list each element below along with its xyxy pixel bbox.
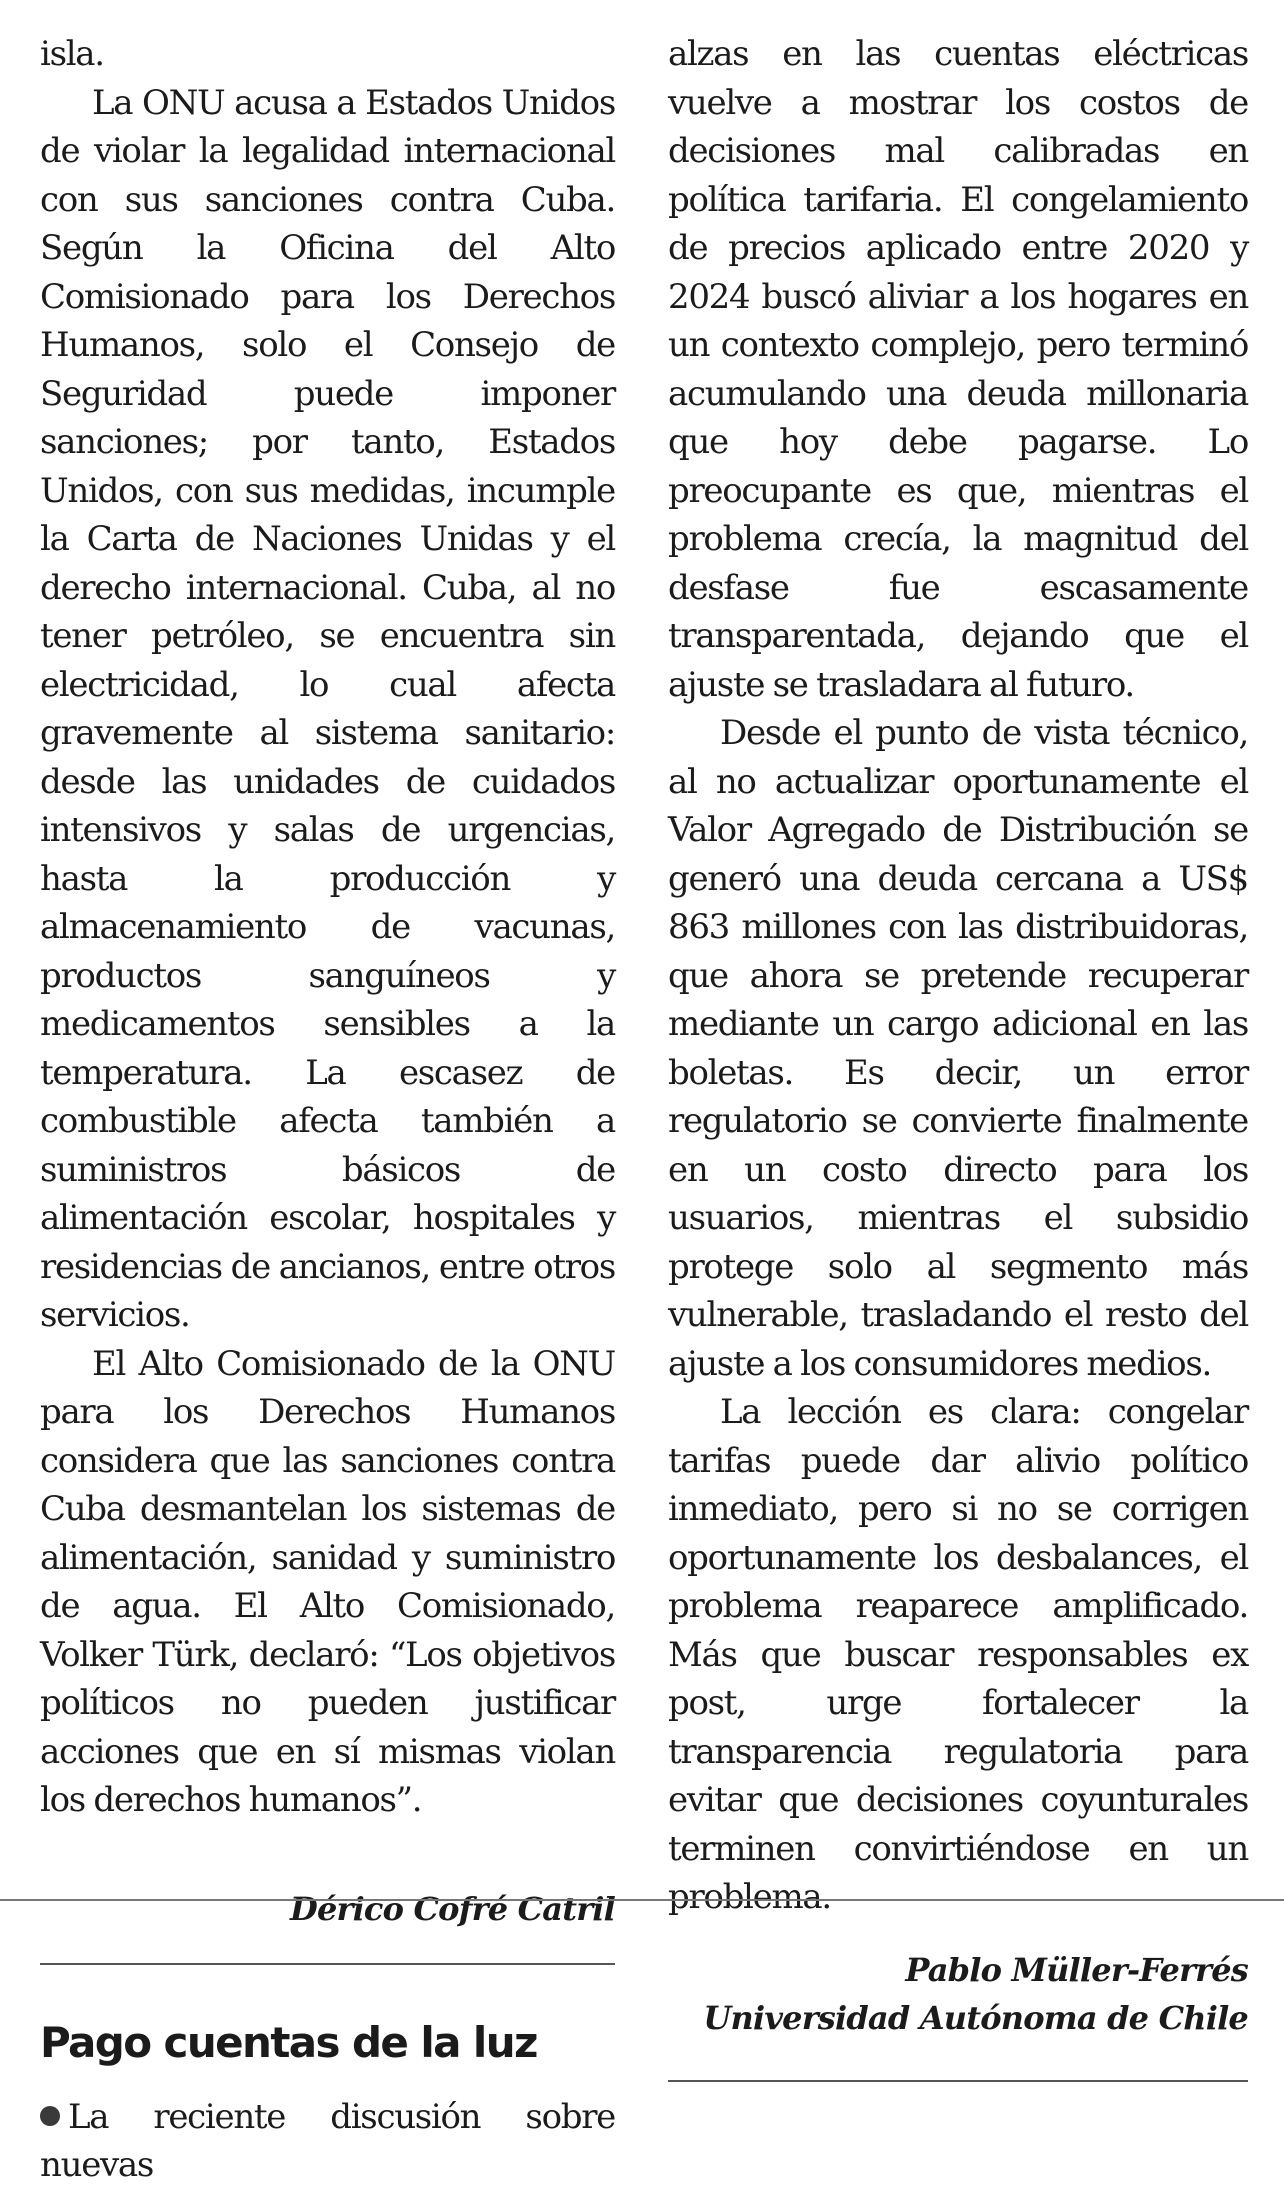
- letter-signature-name: Pablo Müller-Ferrés: [905, 1950, 1248, 1989]
- letter-divider: [40, 1963, 615, 1965]
- bullet-icon: [40, 2106, 60, 2126]
- letter-paragraph-technical: Desde el punto de vista técnico, al no actualizar oportunamente el Valor Agregado de Distribución se generó una deuda cercana a US$ 863 millones con las distribuidoras, que ahora se pretende recuperar mediante un cargo adicional en las boletas. Es decir, un error regulatorio se convierte finalmente en un costo directo para los usuarios, mientras el subsidio protege solo al segmento más vulnerable, trasladando el resto del ajuste a los consumidores medios.: [668, 713, 1248, 1384]
- right-column: [668, 30, 1248, 2082]
- letter-paragraph-high-commissioner: El Alto Comisionado de la ONU para los Derechos Humanos considera que las sanciones contra Cuba desmantelan los sistemas de alimentación, sanidad y suministro de agua. El Alto Comisionado, Volker Türk, declaró: “Los objetivos políticos no pueden justificar acciones que en sí mismas violan los derechos humanos”.: [40, 1343, 615, 1820]
- letter-lead-text: La reciente discusión sobre nuevas: [40, 2096, 615, 2185]
- letter-signature-affiliation: Universidad Autónoma de Chile: [703, 1998, 1248, 2037]
- page-bottom-border: [0, 1899, 1284, 1901]
- left-column: [40, 30, 615, 2190]
- letter-paragraph-tariff-increase: alzas en las cuentas eléctricas vuelve a mostrar los costos de decisiones mal calibradas en política tarifaria. El congelamiento de precios aplicado entre 2020 y 2024 buscó aliviar a los hogares en un contexto complejo, pero terminó acumulando una deuda millonaria que hoy debe pagarse. Lo preocupante es que, mientras el problema crecía, la magnitud del desfase fue escasamente transparentada, dejando que el ajuste se trasladara al futuro.: [668, 34, 1248, 705]
- letter-signature-derico: Dérico Cofré Catril: [290, 1889, 615, 1928]
- letter-paragraph-onu-sanctions: La ONU acusa a Estados Unidos de violar la legalidad internacional con sus sanciones contra Cuba. Según la Oficina del Alto Comisionado para los Derechos Humanos, solo el Consejo de Seguridad puede imponer sanciones; por tanto, Estados Unidos, con sus medidas, incumple la Carta de Naciones Unidas y el derecho internacional. Cuba, al no tener petróleo, se encuentra sin electricidad, lo cual afecta gravemente al sistema sanitario: desde las unidades de cuidados intensivos y salas de urgencias, hasta la producción y almacenamiento de vacunas, productos sanguíneos y medicamentos sensibles a la temperatura. La escasez de combustible afecta también a suministros básicos de alimentación escolar, hospitales y residencias de ancianos, entre otros servicios.: [40, 82, 615, 1335]
- letter-headline: Pago cuentas de la luz: [40, 2017, 537, 2067]
- column-end-divider: [668, 2080, 1248, 2082]
- letter-paragraph-lesson: La lección es clara: congelar tarifas puede dar alivio político inmediato, pero si no se corrigen oportunamente los desbalances, el problema reaparece amplificado. Más que buscar responsables ex post, urge fortalecer la transparencia regulatoria para evitar que decisiones coyunturales terminen convirtiéndose en un problema.: [668, 1392, 1248, 1917]
- letter-lead-line: [40, 2093, 615, 2190]
- letter-continuation-ending: isla.: [40, 34, 104, 74]
